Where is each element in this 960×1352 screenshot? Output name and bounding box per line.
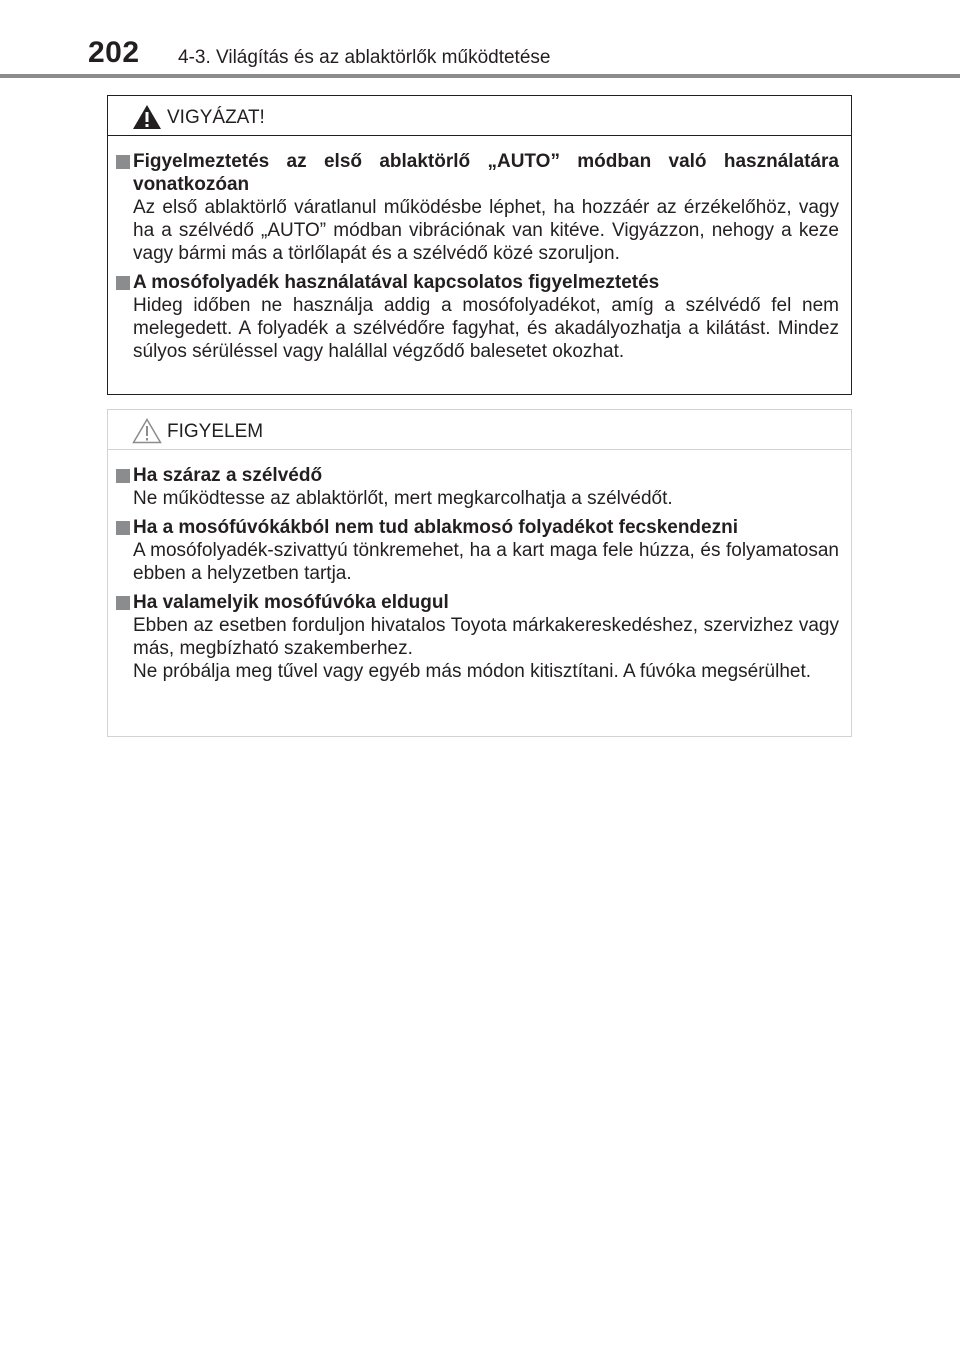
notice-item-text: Ebben az esetben forduljon hivatalos Toyota márkakereskedéshez, szervizhez vagy más, megbízható szakemberhez.	[133, 615, 839, 659]
warning-item-text: Hideg időben ne használja addig a mosófolyadékot, amíg a szélvédő fel nem melegedett. A folyadék a szélvédőre fagyhat, és akadályozhatja a kilátást. Mindez súlyos sérüléssel vagy halállal végződő balesetet okozhat.	[133, 295, 839, 362]
warning-label: VIGYÁZAT!	[167, 107, 265, 128]
page-header	[0, 0, 960, 82]
notice-item-text: Ne próbálja meg tűvel vagy egyéb más módon kitisztítani. A fúvóka megsérülhet.	[133, 661, 812, 682]
notice-item-title: Ha valamelyik mosófúvóka eldugul	[133, 592, 449, 613]
warning-box-body	[108, 136, 851, 363]
header-divider	[0, 74, 960, 78]
square-bullet-icon	[116, 469, 130, 483]
square-bullet-icon	[116, 276, 130, 290]
notice-box-header	[108, 410, 851, 450]
notice-item	[116, 516, 839, 585]
section-title: 4-3. Világítás és az ablaktörlők működtetése	[178, 47, 551, 68]
square-bullet-icon	[116, 596, 130, 610]
page-number: 202	[88, 36, 140, 69]
notice-box-body	[108, 450, 851, 683]
notice-item	[116, 464, 839, 510]
notice-item-title: Ha a mosófúvókákból nem tud ablakmosó folyadékot fecskendezni	[133, 517, 738, 538]
notice-item-text: A mosófolyadék-szivattyú tönkremehet, ha a kart maga fele húzza, és folyamatosan ebben a helyzetben tartja.	[133, 540, 839, 584]
notice-item	[116, 591, 839, 683]
warning-item-text: Az első ablaktörlő váratlanul működésbe léphet, ha hozzáér az érzékelőhöz, vagy ha a szélvédő „AUTO” módban vibrációnak van kitéve. Vigyázzon, nehogy a keze vagy bármi más a törlőlapát és a szélvédő közé szoruljon.	[133, 197, 839, 264]
notice-label: FIGYELEM	[167, 421, 264, 442]
square-bullet-icon	[116, 155, 130, 169]
warning-box	[107, 95, 852, 395]
warning-item-title: A mosófolyadék használatával kapcsolatos figyelmeztetés	[133, 272, 660, 293]
notice-box	[107, 409, 852, 737]
warning-item	[116, 271, 839, 363]
warning-box-header	[108, 96, 851, 136]
notice-item-title: Ha száraz a szélvédő	[133, 465, 323, 486]
notice-item-text: Ne működtesse az ablaktörlőt, mert megkarcolhatja a szélvédőt.	[133, 488, 673, 509]
warning-filled-triangle-icon	[132, 104, 162, 130]
caution-outline-triangle-icon	[132, 418, 162, 444]
warning-item	[116, 150, 839, 265]
square-bullet-icon	[116, 521, 130, 535]
warning-item-title: Figyelmeztetés az első ablaktörlő „AUTO” módban való használatára vonatkozóan	[133, 151, 839, 195]
